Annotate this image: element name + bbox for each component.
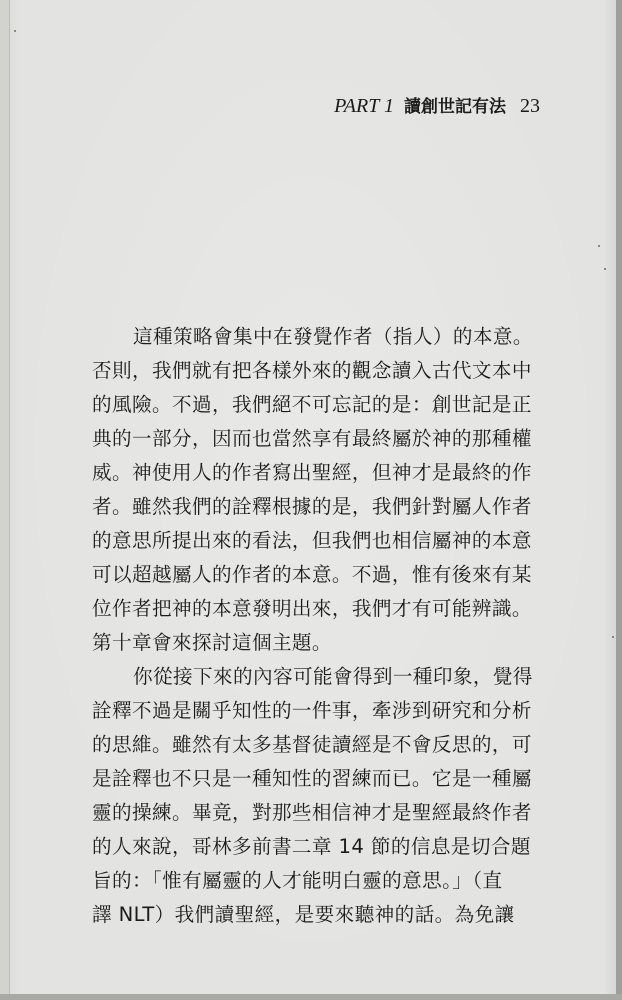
text-line: 可以超越屬人的作者的本意。不過，惟有後來有某	[92, 563, 532, 586]
page-right-edge	[616, 0, 622, 1000]
page-number: 23	[520, 95, 540, 117]
page-bottom-edge	[0, 994, 622, 1000]
text-line: 的人來說，哥林多前書二章 14 節的信息是切合題	[92, 835, 531, 858]
body-paragraph	[92, 320, 533, 660]
text-line: 這種策略會集中在發覺作者（指人）的本意。	[133, 325, 533, 348]
part-label: PART 1	[334, 95, 394, 117]
paper-speck	[14, 30, 16, 32]
running-header	[334, 92, 540, 118]
section-title: 讀創世記有法	[404, 97, 506, 117]
body-paragraph	[92, 660, 533, 932]
text-line: 譯 NLT）我們讀聖經，是要來聽神的話。為免讓	[92, 903, 515, 926]
paper-speck	[612, 636, 614, 638]
text-line: 旨的：「惟有屬靈的人才能明白靈的意思。」（直	[92, 869, 503, 892]
text-line: 威。神使用人的作者寫出聖經，但神才是最終的作	[92, 461, 532, 484]
text-line: 者。雖然我們的詮釋根據的是，我們針對屬人作者	[92, 495, 532, 518]
text-line: 詮釋不過是關乎知性的一件事，牽涉到研究和分析	[92, 699, 532, 722]
text-line: 你從接下來的內容可能會得到一種印象，覺得	[133, 665, 533, 688]
text-line: 的思維。雖然有太多基督徒讀經是不會反思的，可	[92, 733, 532, 756]
text-line: 典的一部分，因而也當然享有最終屬於神的那種權	[92, 427, 532, 450]
text-line: 否則，我們就有把各樣外來的觀念讀入古代文本中	[92, 359, 532, 382]
text-line: 是詮釋也不只是一種知性的習練而已。它是一種屬	[92, 767, 532, 790]
text-line: 的風險。不過，我們絕不可忘記的是：創世記是正	[92, 393, 532, 416]
paper-speck	[604, 268, 606, 270]
page-left-edge	[0, 0, 10, 1000]
text-line: 靈的操練。畢竟，對那些相信神才是聖經最終作者	[92, 801, 532, 824]
text-line: 位作者把神的本意發明出來，我們才有可能辨識。	[92, 597, 532, 620]
text-line: 的意思所提出來的看法，但我們也相信屬神的本意	[92, 529, 532, 552]
text-line: 第十章會來探討這個主題。	[92, 631, 332, 654]
paper-speck	[598, 245, 600, 247]
